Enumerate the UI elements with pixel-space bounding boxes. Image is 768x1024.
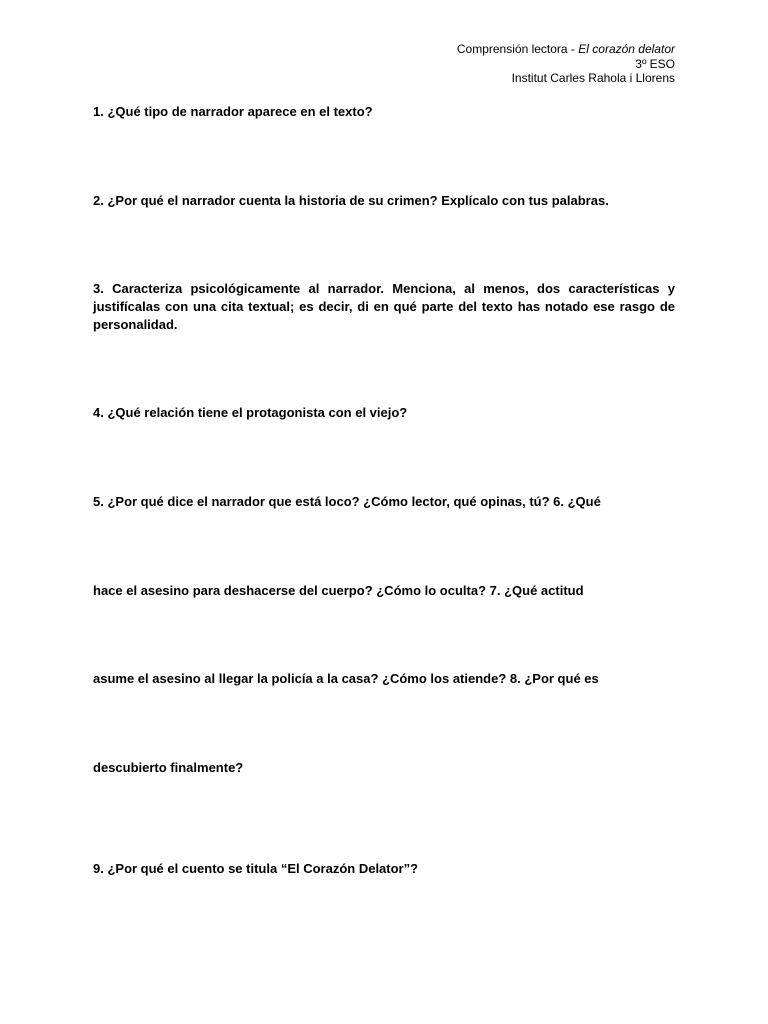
question-2: 2. ¿Por qué el narrador cuenta la historia de su crimen? Explícalo con tus palabras. [93, 193, 609, 208]
question-8-line: descubierto finalmente? [93, 760, 244, 775]
question-6-7-line: hace el asesino para deshacerse del cuerpo? ¿Cómo lo oculta? 7. ¿Qué actitud [93, 583, 584, 598]
document-header [457, 42, 675, 86]
question-9: 9. ¿Por qué el cuento se titula “El Corazón Delator”? [93, 861, 419, 876]
question-5-6-line: 5. ¿Por qué dice el narrador que está loco? ¿Cómo lector, qué opinas, tú? 6. ¿Qué [93, 494, 601, 509]
question-3: 3. Caracteriza psicológicamente al narrador. Menciona, al menos, dos características y justifícalas con una cita textual; es decir, di en qué parte del texto has notado ese rasgo de personalidad. [93, 281, 675, 332]
subject-label: Comprensión lectora - [456, 42, 579, 56]
course-line [457, 42, 675, 57]
work-title: El corazón delator [578, 42, 675, 56]
question-1: 1. ¿Qué tipo de narrador aparece en el texto? [93, 104, 373, 119]
grade-label: 3º ESO [635, 56, 675, 71]
question-4: 4. ¿Qué relación tiene el protagonista con el viejo? [93, 405, 408, 420]
question-7-8-line: asume el asesino al llegar la policía a la casa? ¿Cómo los atiende? 8. ¿Por qué es [93, 671, 599, 686]
school-name: Institut Carles Rahola i Llorens [511, 71, 675, 85]
